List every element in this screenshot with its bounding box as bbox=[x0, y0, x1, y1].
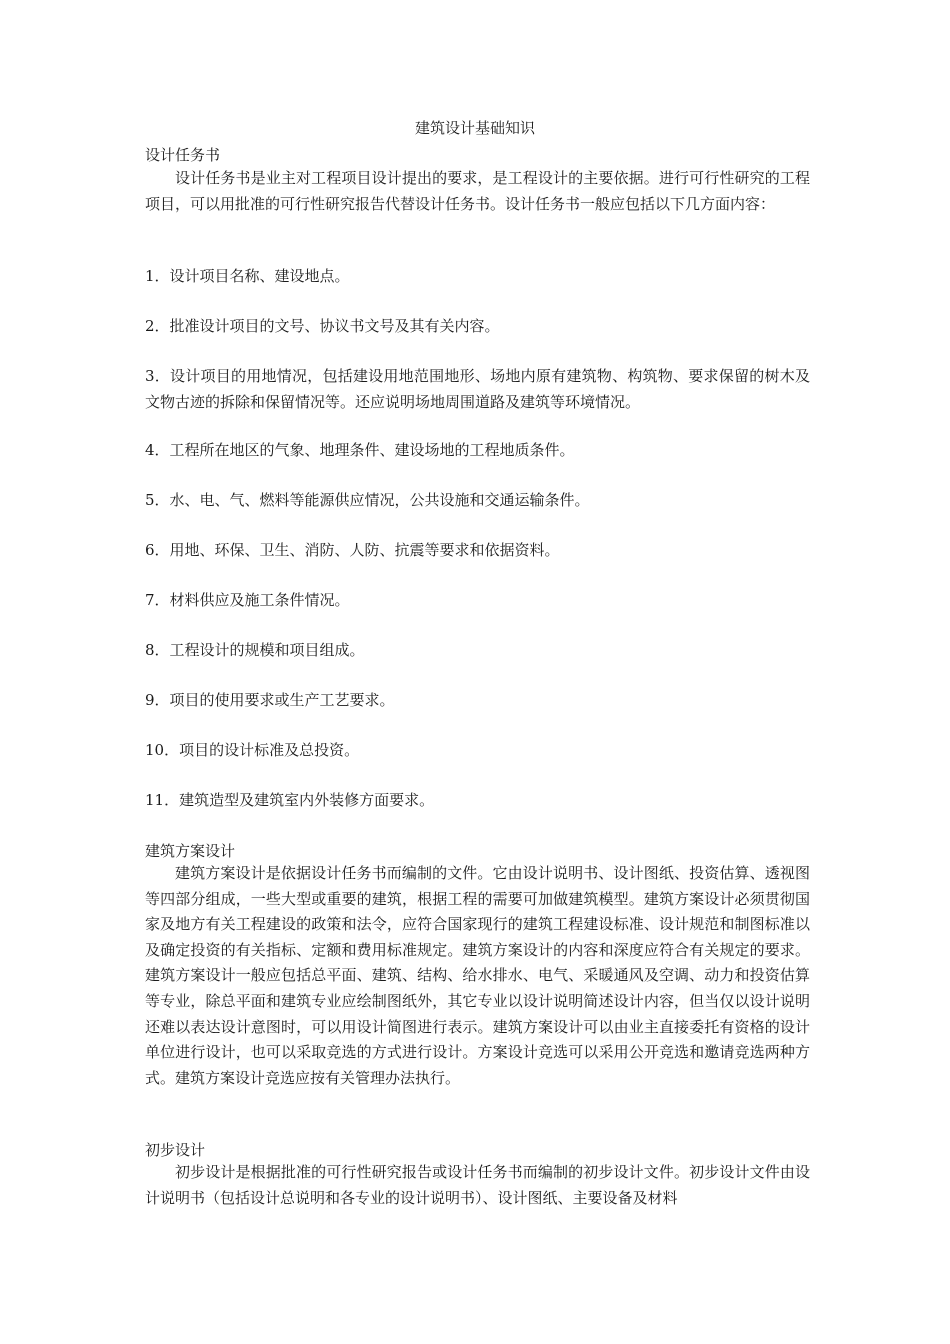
list-item: 7．材料供应及施工条件情况。 bbox=[145, 591, 350, 609]
section-paragraph-task-book: 设计任务书是业主对工程项目设计提出的要求，是工程设计的主要依据。进行可行性研究的工程项目，可以用批准的可行性研究报告代替设计任务书。设计任务书一般应包括以下几方面内容： bbox=[145, 169, 810, 213]
list-item: 6．用地、环保、卫生、消防、人防、抗震等要求和依据资料。 bbox=[145, 541, 560, 559]
list-item: 1．设计项目名称、建设地点。 bbox=[145, 267, 350, 285]
document-title: 建筑设计基础知识 bbox=[414, 119, 535, 137]
list-item: 11．建筑造型及建筑室内外装修方面要求。 bbox=[145, 791, 435, 809]
section-paragraph-scheme-design: 建筑方案设计是依据设计任务书而编制的文件。它由设计说明书、设计图纸、投资估算、透视图等四部分组成，一些大型或重要的建筑，根据工程的需要可加做建筑模型。建筑方案设计必须贯彻国家及地方有关工程建设的政策和法令，应符合国家现行的建筑工程建设标准、设计规范和制图标准以及确定投资的有关指标、定额和费用标准规定。建筑方案设计的内容和深度应符合有关规定的要求。建筑方案设计一般应包括总平面、建筑、结构、给水排水、电气、采暖通风及空调、动力和投资估算等专业，除总平面和建筑专业应绘制图纸外，其它专业以设计说明简述设计内容，但当仅以设计说明还难以表达设计意图时，可以用设计简图进行表示。建筑方案设计可以由业主直接委托有资格的设计单位进行设计，也可以采取竞选的方式进行设计。方案设计竞选可以采用公开竞选和邀请竞选两种方式。建筑方案设计竞选应按有关管理办法执行。 bbox=[145, 864, 810, 1087]
section-heading-preliminary-design: 初步设计 bbox=[145, 1141, 206, 1159]
section-heading-scheme-design: 建筑方案设计 bbox=[145, 842, 236, 860]
list-item: 4．工程所在地区的气象、地理条件、建设场地的工程地质条件。 bbox=[145, 441, 575, 459]
list-item: 10．项目的设计标准及总投资。 bbox=[145, 741, 360, 759]
list-item: 2．批准设计项目的文号、协议书文号及其有关内容。 bbox=[145, 317, 500, 335]
list-item: 8．工程设计的规模和项目组成。 bbox=[145, 641, 365, 659]
section-heading-task-book: 设计任务书 bbox=[145, 146, 221, 164]
list-item: 5．水、电、气、燃料等能源供应情况，公共设施和交通运输条件。 bbox=[145, 491, 590, 509]
list-item: 9．项目的使用要求或生产工艺要求。 bbox=[145, 691, 395, 709]
section-paragraph-preliminary-design: 初步设计是根据批准的可行性研究报告或设计任务书而编制的初步设计文件。初步设计文件由设计说明书（包括设计总说明和各专业的设计说明书）、设计图纸、主要设备及材料 bbox=[145, 1163, 810, 1207]
list-item: 3．设计项目的用地情况，包括建设用地范围地形、场地内原有建筑物、构筑物、要求保留的树木及文物古迹的拆除和保留情况等。还应说明场地周围道路及建筑等环境情况。 bbox=[145, 367, 810, 411]
